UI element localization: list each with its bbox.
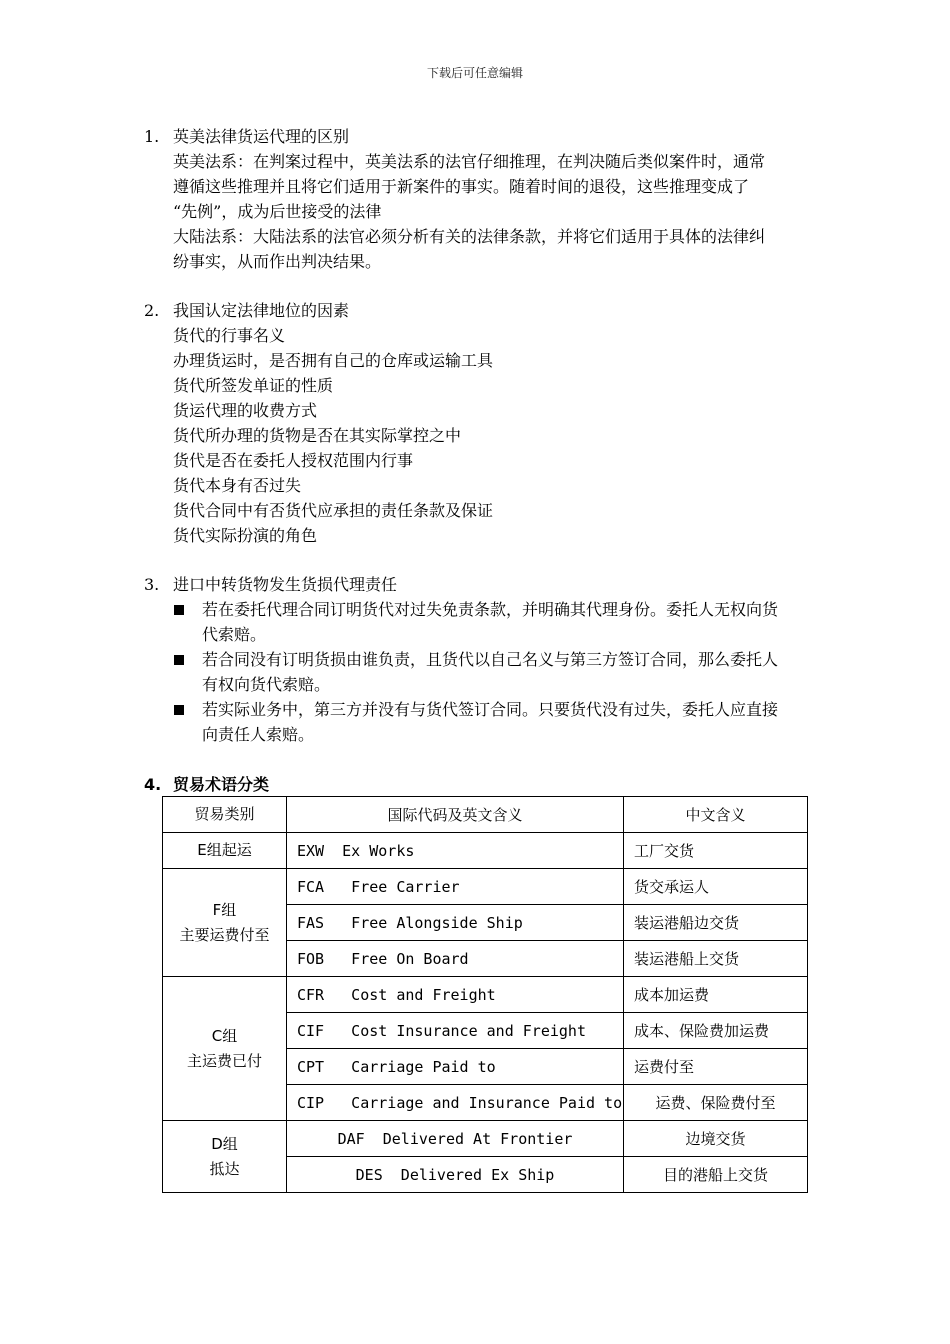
section-line: 货代的行事名义 — [173, 326, 286, 345]
chinese-meaning-cell: 边境交货 — [624, 1121, 808, 1157]
section-line: 货代是否在委托人授权范围内行事 — [173, 451, 414, 470]
section-line: 货代合同中有否货代应承担的责任条款及保证 — [173, 501, 494, 520]
code-cell: CIP Carriage and Insurance Paid to — [287, 1085, 624, 1121]
bullet-item — [144, 597, 814, 647]
code-cell: CFR Cost and Freight — [287, 977, 624, 1013]
group-name: E组起运 — [197, 841, 252, 859]
chinese-meaning-cell: 成本、保险费加运费 — [624, 1013, 808, 1049]
section-title-text: 英美法律货运代理的区别 — [173, 127, 350, 146]
group-name: C组 — [211, 1026, 238, 1045]
bullet-line: 若实际业务中，第三方并没有与货代签订合同。只要货代没有过失，委托人应直接 — [202, 700, 779, 719]
bullet-line: 若合同没有订明货损由谁负责，且货代以自己名义与第三方签订合同，那么委托人 — [202, 650, 779, 669]
square-bullet-icon — [174, 605, 184, 615]
column-header: 贸易类别 — [163, 797, 287, 833]
section-number: 3. — [144, 575, 160, 594]
bullet-item — [144, 697, 814, 747]
section-line: 货代所办理的货物是否在其实际掌控之中 — [173, 426, 462, 445]
section-2 — [144, 298, 814, 548]
section-title — [144, 572, 814, 597]
bullet-item — [144, 647, 814, 697]
section-line: 货运代理的收费方式 — [173, 401, 318, 420]
chinese-meaning-cell: 运费付至 — [624, 1049, 808, 1085]
group-name: F组 — [212, 900, 237, 919]
chinese-meaning-cell: 装运港船上交货 — [624, 941, 808, 977]
table-row — [163, 869, 808, 905]
group-cell — [163, 1121, 287, 1193]
section-line: 货代本身有否过失 — [173, 476, 302, 495]
bullet-line: 代索赔。 — [202, 625, 267, 644]
section-title-text: 我国认定法律地位的因素 — [173, 301, 350, 320]
group-cell — [163, 977, 287, 1121]
group-name: D组 — [211, 1134, 238, 1153]
section-line: 货代所签发单证的性质 — [173, 376, 334, 395]
page-header: 下载后可任意编辑 — [426, 66, 523, 80]
section-number: 2. — [144, 301, 160, 320]
chinese-meaning-cell: 工厂交货 — [624, 833, 808, 869]
square-bullet-icon — [174, 705, 184, 715]
section-line: 英美法系：在判案过程中，英美法系的法官仔细推理，在判决随后类似案件时，通常 — [173, 152, 766, 171]
section-4-title — [144, 772, 269, 797]
trade-terms-table — [162, 796, 808, 1193]
section-number: 4. — [144, 775, 162, 794]
section-title — [144, 298, 814, 323]
chinese-meaning-cell: 装运港船边交货 — [624, 905, 808, 941]
group-name: 主要运费付至 — [179, 925, 270, 944]
table-row — [163, 1121, 808, 1157]
code-cell: FOB Free On Board — [287, 941, 624, 977]
code-cell: DAF Delivered At Frontier — [287, 1121, 624, 1157]
section-title-text: 进口中转货物发生货损代理责任 — [173, 575, 398, 594]
code-cell: CIF Cost Insurance and Freight — [287, 1013, 624, 1049]
section-line: 纷事实，从而作出判决结果。 — [173, 252, 382, 271]
group-name: 抵达 — [209, 1159, 240, 1178]
section-line: 货代实际扮演的角色 — [173, 526, 318, 545]
table-header-row — [163, 797, 808, 833]
section-line: “先例”，成为后世接受的法律 — [173, 202, 382, 221]
chinese-meaning-cell: 目的港船上交货 — [624, 1157, 808, 1193]
code-cell: FCA Free Carrier — [287, 869, 624, 905]
code-cell: FAS Free Alongside Ship — [287, 905, 624, 941]
bullet-list — [144, 597, 814, 747]
code-cell: DES Delivered Ex Ship — [287, 1157, 624, 1193]
section-number: 1. — [144, 127, 160, 146]
section-line: 大陆法系：大陆法系的法官必须分析有关的法律条款，并将它们适用于具体的法律纠 — [173, 227, 766, 246]
chinese-meaning-cell: 货交承运人 — [624, 869, 808, 905]
table-row — [163, 977, 808, 1013]
chinese-meaning-cell: 运费、保险费付至 — [624, 1085, 808, 1121]
group-cell — [163, 869, 287, 977]
section-line: 办理货运时，是否拥有自己的仓库或运输工具 — [173, 351, 494, 370]
chinese-meaning-cell: 成本加运费 — [624, 977, 808, 1013]
section-title — [144, 124, 814, 149]
bullet-line: 有权向货代索赔。 — [202, 675, 331, 694]
square-bullet-icon — [174, 655, 184, 665]
section-line: 遵循这些推理并且将它们适用于新案件的事实。随着时间的退役，这些推理变成了 — [173, 177, 750, 196]
bullet-line: 向责任人索赔。 — [202, 725, 315, 744]
bullet-line: 若在委托代理合同订明货代对过失免责条款，并明确其代理身份。委托人无权向货 — [202, 600, 779, 619]
group-name: 主运费已付 — [186, 1051, 262, 1070]
code-cell: CPT Carriage Paid to — [287, 1049, 624, 1085]
group-cell — [163, 833, 287, 869]
column-header: 国际代码及英文含义 — [287, 797, 624, 833]
section-3 — [144, 572, 814, 747]
section-1 — [144, 124, 814, 274]
section-title-text: 贸易术语分类 — [173, 775, 270, 794]
column-header: 中文含义 — [624, 797, 808, 833]
code-cell: EXW Ex Works — [287, 833, 624, 869]
table-row — [163, 833, 808, 869]
